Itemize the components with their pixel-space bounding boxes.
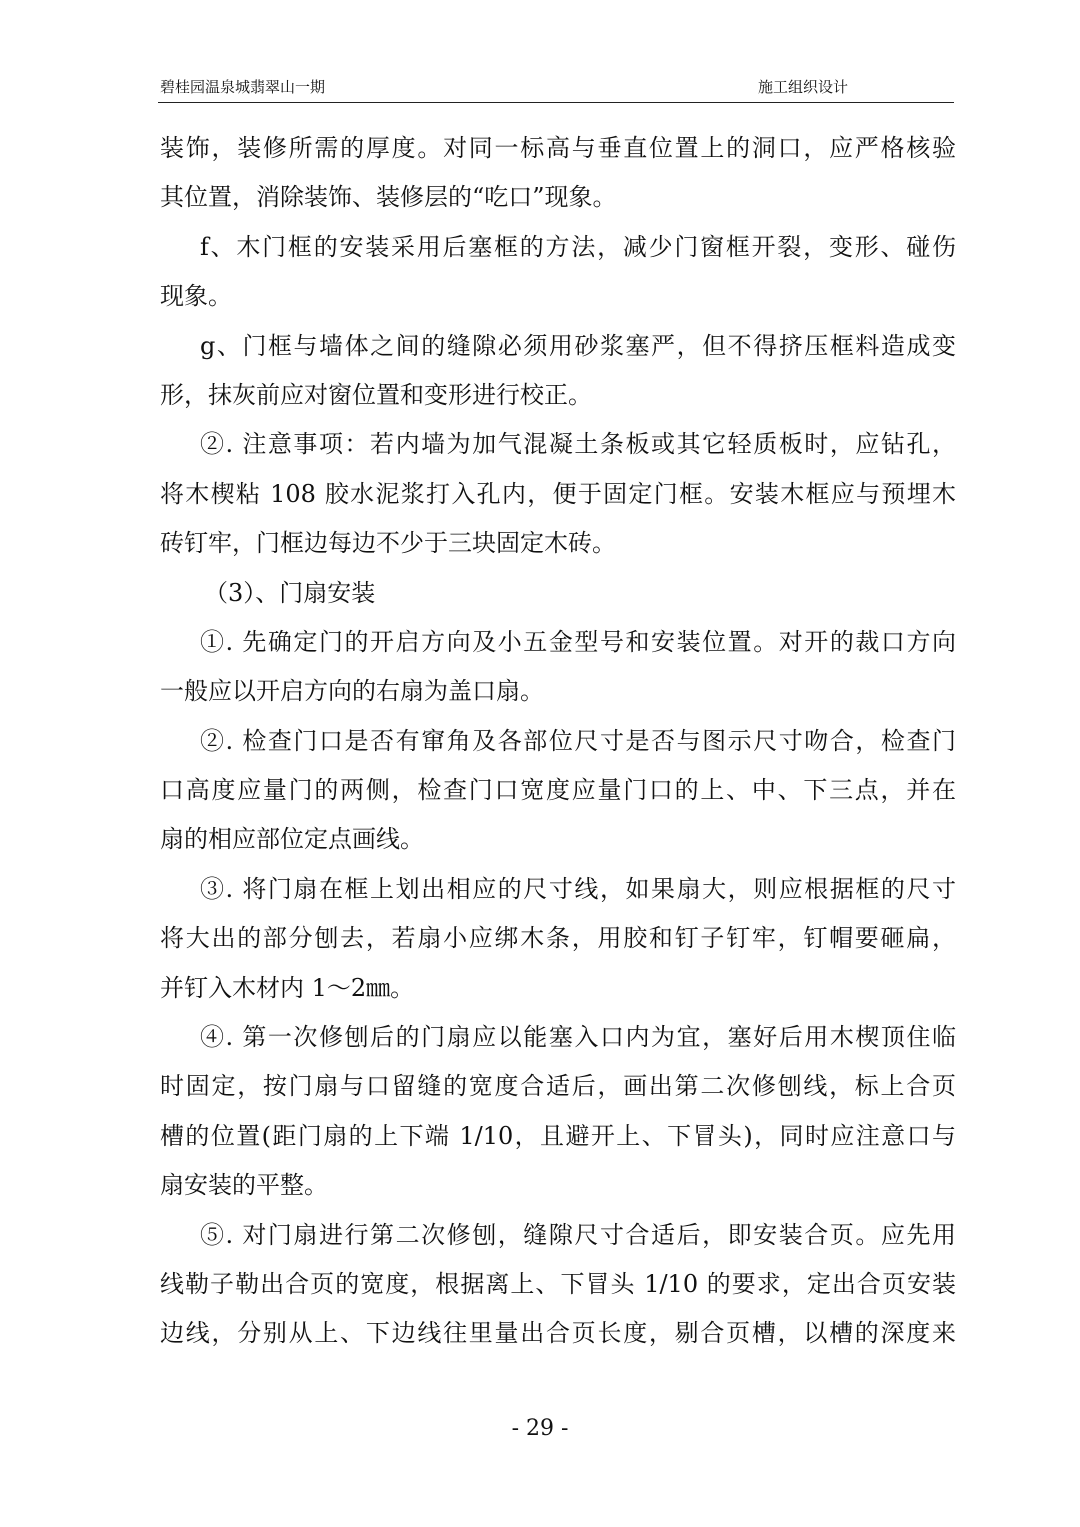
text-line: 边线，分别从上、下边线往里量出合页长度，剔合页槽，以槽的深度来: [160, 1319, 956, 1348]
text-line: 扇的相应部位定点画线。: [160, 825, 424, 854]
text-line: 装饰，装修所需的厚度。对同一标高与垂直位置上的洞口，应严格核验: [160, 134, 956, 162]
text-line: ①. 先确定门的开启方向及小五金型号和安装位置。对开的裁口方向: [200, 627, 956, 656]
page-number: - 29 -: [511, 1416, 569, 1441]
text-line: 线勒子勒出合页的宽度，根据离上、下冒头 1/10 的要求，定出合页安装: [160, 1269, 956, 1298]
text-line: g、门框与墙体之间的缝隙必须用砂浆塞严，但不得挤压框料造成变: [200, 331, 956, 360]
text-line: 其位置，消除装饰、装修层的“吃口”现象。: [160, 183, 617, 212]
text-line: 现象。: [160, 282, 232, 311]
text-line: 时固定，按门扇与口留缝的宽度合适后，画出第二次修刨线，标上合页: [160, 1072, 956, 1101]
header-project-name: 碧桂园温泉城翡翠山一期: [160, 78, 326, 96]
body-text: [160, 124, 956, 1359]
text-line: ⑤. 对门扇进行第二次修刨，缝隙尺寸合适后，即安装合页。应先用: [200, 1220, 956, 1249]
text-line: ④. 第一次修刨后的门扇应以能塞入口内为宜，塞好后用木楔顶住临: [200, 1023, 956, 1052]
text-line: 槽的位置(距门扇的上下端 1/10，且避开上、下冒头)，同时应注意口与: [160, 1121, 956, 1150]
text-line: 一般应以开启方向的右扇为盖口扇。: [160, 677, 544, 706]
text-line: ③. 将门扇在框上划出相应的尺寸线，如果扇大，则应根据框的尺寸: [200, 874, 956, 903]
text-line: 并钉入木材内 1～2㎜。: [160, 973, 415, 1002]
text-line: f、木门框的安装采用后塞框的方法，减少门窗框开裂，变形、碰伤: [200, 232, 956, 261]
text-line: 将大出的部分刨去，若扇小应绑木条，用胶和钉子钉牢，钉帽要砸扁，: [160, 924, 956, 953]
text-line: 将木楔粘 108 胶水泥浆打入孔内，便于固定门框。安装木框应与预埋木: [160, 479, 956, 508]
text-line: 砖钉牢，门框边每边不少于三块固定木砖。: [160, 529, 616, 558]
text-line: 扇安装的平整。: [160, 1171, 328, 1200]
header-doc-title: 施工组织设计: [757, 78, 848, 96]
text-line: 口高度应量门的两侧，检查门口宽度应量门口的上、中、下三点，并在: [160, 776, 956, 805]
text-line: ②. 注意事项：若内墙为加气混凝土条板或其它轻质板时，应钻孔，: [200, 430, 956, 459]
text-line: 形，抹灰前应对窗位置和变形进行校正。: [160, 380, 592, 409]
page-header: [158, 76, 954, 103]
section-heading: （3）、门扇安装: [204, 578, 376, 607]
text-line: ②. 检查门口是否有窜角及各部位尺寸是否与图示尺寸吻合，检查门: [200, 726, 956, 755]
